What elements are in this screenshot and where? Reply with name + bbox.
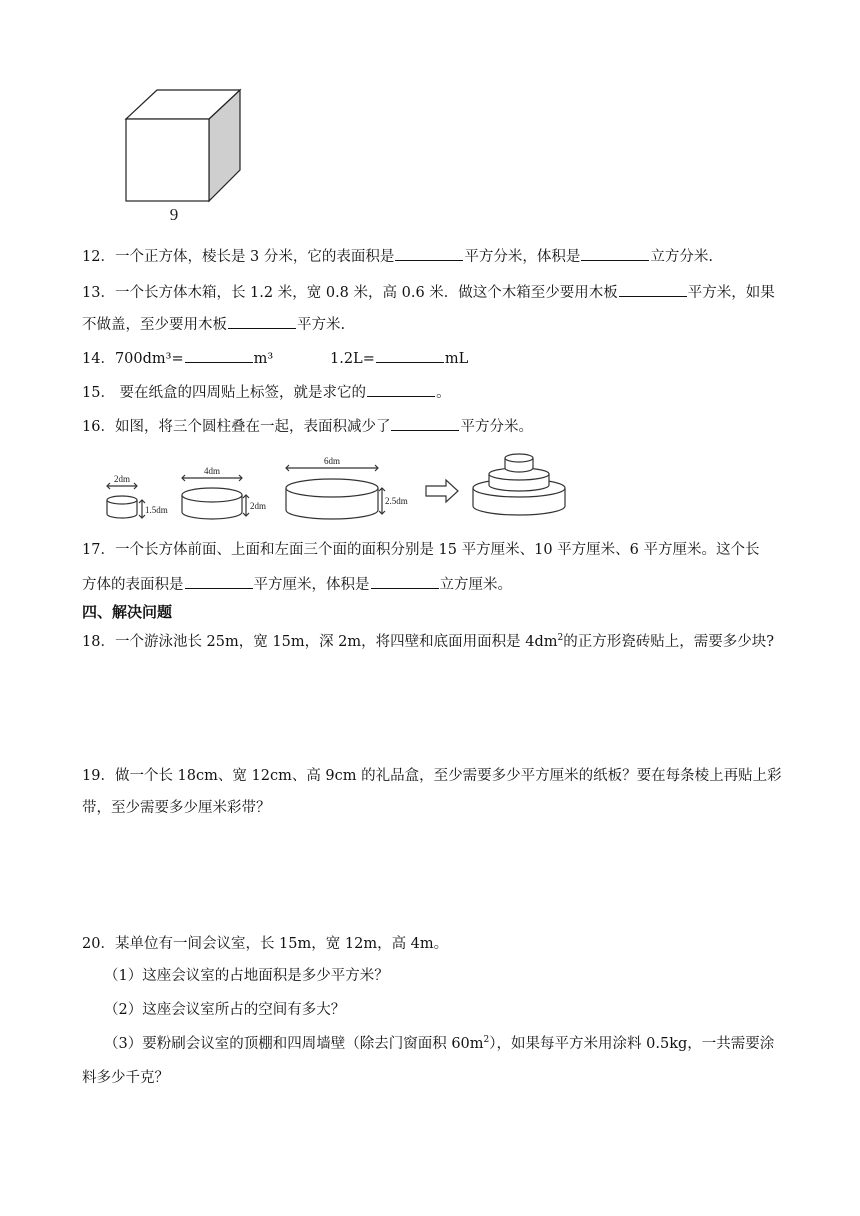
question-text: 料多少千克？ — [82, 1070, 169, 1086]
question-text: 不做盖，至少要用木板 — [82, 317, 227, 333]
cube-figure — [118, 84, 258, 224]
question-20-sub3-line2 — [82, 1068, 169, 1088]
question-text: 平方米，如果 — [687, 285, 775, 301]
question-16 — [82, 416, 533, 437]
question-number: 15． — [82, 385, 115, 401]
answer-blank[interactable] — [367, 382, 435, 397]
cylinder-large-diameter: 6dm — [323, 456, 341, 466]
question-text: （2）这座会议室所占的空间有多大？ — [104, 1002, 346, 1018]
question-20 — [82, 934, 448, 954]
question-20-sub3 — [104, 1034, 774, 1054]
question-text: 一个正方体，棱长是 3 分米，它的表面积是 — [114, 249, 395, 265]
question-text: mL — [444, 351, 469, 367]
question-12 — [82, 246, 713, 267]
answer-blank[interactable] — [376, 348, 444, 363]
question-number: 13． — [82, 285, 115, 301]
answer-blank[interactable] — [391, 416, 459, 431]
question-13 — [82, 282, 775, 303]
answer-blank[interactable] — [185, 348, 253, 363]
answer-blank[interactable] — [371, 574, 439, 589]
cylinder-small-diameter: 2dm — [113, 474, 131, 484]
question-number: 17． — [82, 542, 115, 558]
question-text: 如图，将三个圆柱叠在一起，表面积减少了 — [114, 419, 391, 435]
question-number: 12． — [82, 249, 115, 265]
answer-blank[interactable] — [581, 246, 649, 261]
question-text: m³ — [253, 351, 274, 367]
cylinder-small — [107, 483, 145, 518]
question-text: ），如果每平方米用涂料 0.5kg，一共需要涂 — [489, 1036, 775, 1052]
cylinder-medium-height: 2dm — [250, 501, 267, 511]
question-text: 立方分米. — [650, 249, 714, 265]
question-19 — [82, 766, 782, 786]
question-text: 立方厘米。 — [439, 577, 512, 593]
cube-label: 9 — [169, 205, 179, 224]
question-14 — [82, 348, 273, 369]
question-text: 一个长方体前面、上面和左面三个面的面积分别是 15 平方厘米、10 平方厘米、6 平方厘米。这个长 — [114, 542, 760, 558]
question-number: 16． — [82, 419, 115, 435]
question-text: 1.2L= — [330, 351, 375, 367]
question-17 — [82, 540, 760, 560]
question-14-part2 — [330, 348, 468, 369]
cylinder-large — [286, 465, 385, 519]
question-text: 一个长方体木箱，长 1.2 米，宽 0.8 米，高 0.6 米．做这个木箱至少要用木板 — [114, 285, 618, 301]
question-15 — [82, 382, 451, 403]
section-title: 四、解决问题 — [82, 603, 173, 621]
question-number: 20． — [82, 936, 115, 952]
question-number: 14． — [82, 351, 115, 367]
question-text: 方体的表面积是 — [82, 577, 184, 593]
question-20-sub2 — [104, 1000, 345, 1020]
question-text: （3）要粉刷会议室的顶棚和四周墙壁（除去门窗面积 60m — [104, 1036, 484, 1052]
arrow-right-icon — [426, 480, 458, 502]
question-text: 一个游泳池长 25m，宽 15m，深 2m，将四壁和底面用面积是 4dm — [114, 634, 558, 650]
question-text: 的正方形瓷砖贴上，需要多少块? — [563, 634, 775, 650]
answer-blank[interactable] — [185, 574, 253, 589]
cylinders-figure — [100, 448, 570, 526]
question-text: 要在纸盒的四周贴上标签，就是求它的 — [114, 385, 367, 401]
superscript: 2 — [483, 1035, 490, 1046]
question-20-sub1 — [104, 966, 389, 986]
question-text: 700dm³= — [114, 351, 184, 367]
superscript: 2 — [557, 633, 564, 644]
question-17-line2 — [82, 574, 512, 595]
question-text: 平方米. — [297, 317, 346, 333]
question-text: 平方厘米，体积是 — [253, 577, 370, 593]
question-text: （1）这座会议室的占地面积是多少平方米？ — [104, 968, 389, 984]
answer-blank[interactable] — [619, 282, 687, 297]
question-number: 19． — [82, 768, 115, 784]
question-19-line2 — [82, 798, 271, 818]
question-text: 平方分米，体积是 — [464, 249, 581, 265]
stacked-cylinders — [473, 454, 565, 515]
question-13-line2 — [82, 314, 345, 335]
cube-front-face — [126, 119, 209, 201]
question-text: 带，至少需要多少厘米彩带？ — [82, 800, 271, 816]
question-text: 做一个长 18cm、宽 12cm、高 9cm 的礼品盒，至少需要多少平方厘米的纸板？要在每条棱上再贴上彩 — [114, 768, 782, 784]
cylinder-small-height: 1.5dm — [145, 505, 168, 515]
cylinder-large-height: 2.5dm — [385, 496, 408, 506]
question-18 — [82, 632, 774, 652]
cylinder-medium — [182, 475, 249, 519]
question-text: 。 — [436, 385, 451, 401]
question-number: 18． — [82, 634, 115, 650]
question-text: 某单位有一间会议室，长 15m，宽 12m，高 4m。 — [114, 936, 449, 952]
answer-blank[interactable] — [228, 314, 296, 329]
answer-blank[interactable] — [395, 246, 463, 261]
question-text: 平方分米。 — [460, 419, 533, 435]
cylinder-medium-diameter: 4dm — [203, 466, 221, 476]
